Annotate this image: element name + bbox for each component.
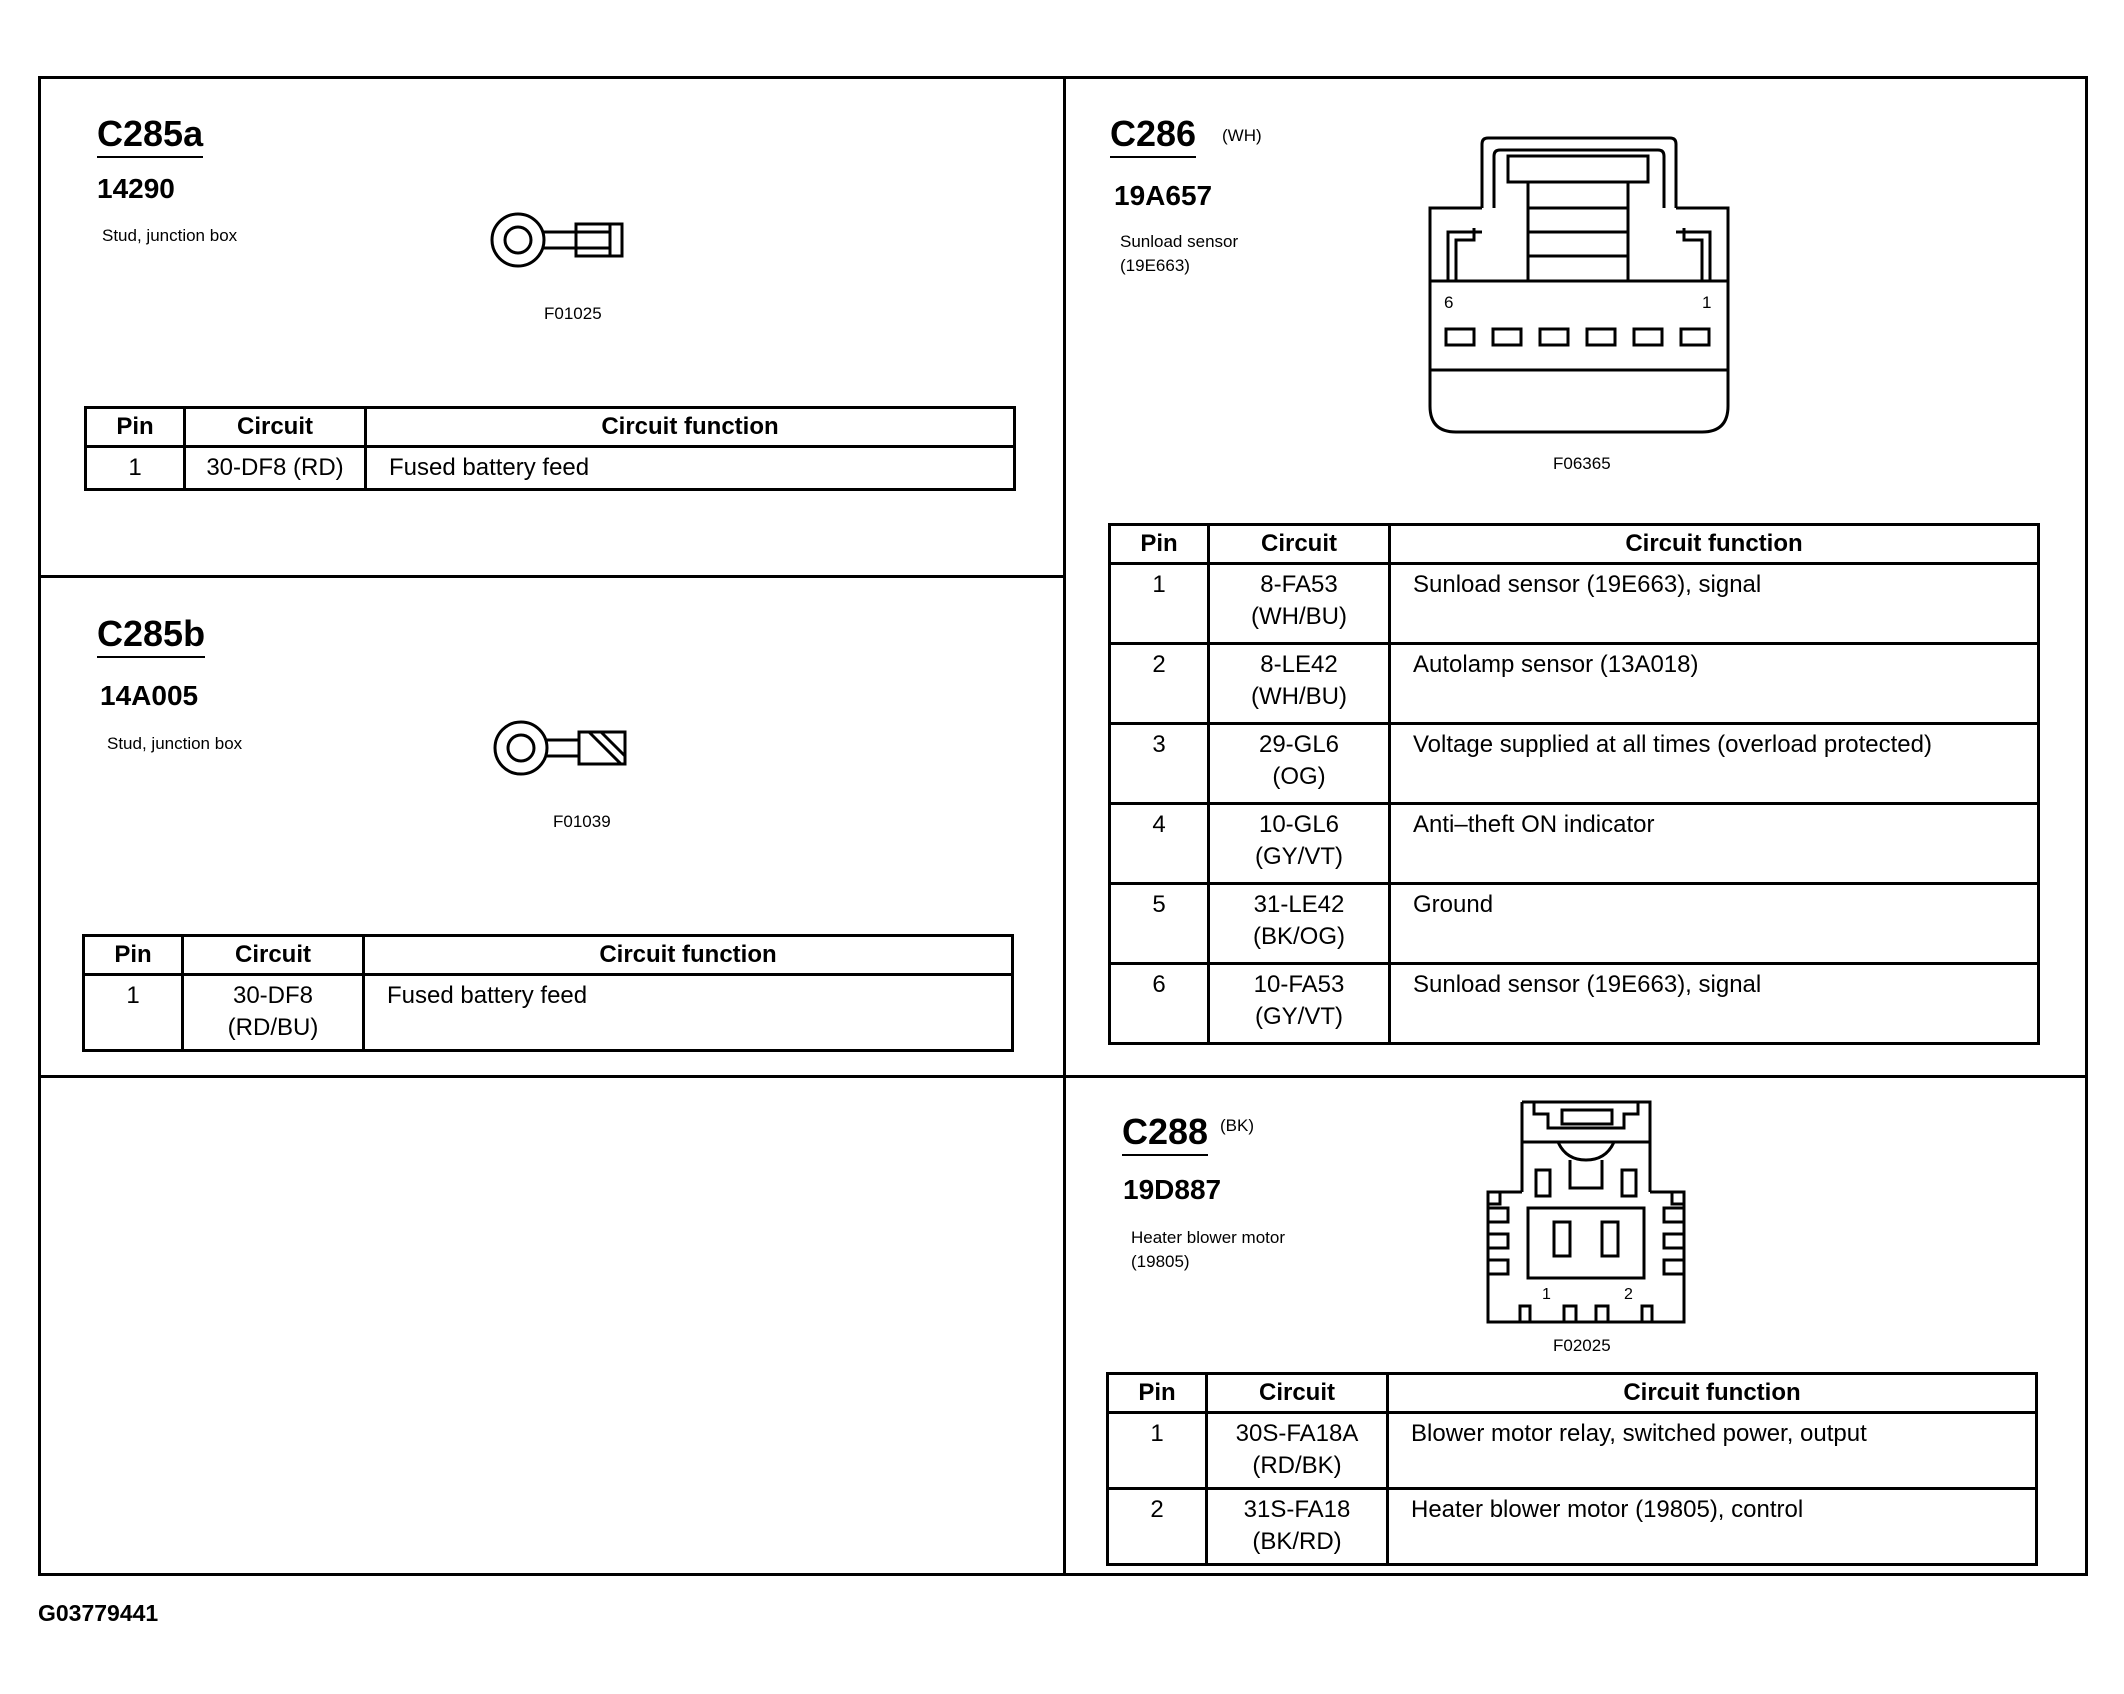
table-header-row: [1108, 1374, 2037, 1413]
function-cell: Sunload sensor (19E663), signal: [1390, 964, 2039, 1044]
pin-cell: 1: [86, 447, 185, 490]
circuit-cell: 10-FA53 (GY/VT): [1209, 964, 1390, 1044]
circuit-header: Circuit: [185, 408, 366, 447]
connector-id: C285b: [97, 616, 205, 658]
circuit-cell: 10-GL6 (GY/VT): [1209, 804, 1390, 884]
connector-description: Stud, junction box: [107, 734, 243, 753]
pin-header: Pin: [1110, 525, 1209, 564]
pin-label-right: 1: [1702, 293, 1712, 312]
connector-id: C288: [1122, 1114, 1208, 1156]
part-number: 14290: [97, 173, 175, 204]
function-cell: Sunload sensor (19E663), signal: [1390, 564, 2039, 644]
function-cell: Blower motor relay, switched power, output: [1388, 1413, 2037, 1489]
part-number: 19A657: [1114, 180, 1213, 211]
connector-face-icon: [1426, 136, 1736, 438]
part-number: 19D887: [1123, 1174, 1222, 1205]
connector-id: C285a: [97, 116, 203, 158]
footer-code: G03779441: [38, 1600, 159, 1626]
pin-table: [1108, 523, 2040, 1045]
ring-terminal-icon: [488, 210, 638, 270]
circuit-cell: 31S-FA18 (BK/RD): [1207, 1488, 1388, 1564]
pin-cell: 1: [1108, 1413, 1207, 1489]
table-row: [1110, 724, 2039, 804]
pin-cell: 6: [1110, 964, 1209, 1044]
pin-cell: 1: [84, 975, 183, 1051]
connector-description: Heater blower motor (19805): [1131, 1228, 1286, 1271]
function-cell: Autolamp sensor (13A018): [1390, 644, 2039, 724]
figure-code: F01025: [544, 304, 602, 323]
table-header-row: [84, 936, 1013, 975]
table-row: [1108, 1488, 2037, 1564]
ring-terminal-icon: [491, 718, 641, 778]
circuit-cell: 8-LE42 (WH/BU): [1209, 644, 1390, 724]
connector-description: Sunload sensor (19E663): [1120, 232, 1239, 275]
pin-label-right: 2: [1624, 1286, 1633, 1303]
table-row: [1110, 564, 2039, 644]
function-header: Circuit function: [364, 936, 1013, 975]
pin-cell: 2: [1110, 644, 1209, 724]
figure-code: F01039: [553, 812, 611, 831]
vertical-divider: [1063, 76, 1066, 1576]
pin-header: Pin: [84, 936, 183, 975]
circuit-cell: 30S-FA18A (RD/BK): [1207, 1413, 1388, 1489]
circuit-header: Circuit: [1209, 525, 1390, 564]
pin-cell: 1: [1110, 564, 1209, 644]
pin-header: Pin: [86, 408, 185, 447]
table-row: [1110, 644, 2039, 724]
divider-2: [38, 1075, 2088, 1078]
pin-cell: 2: [1108, 1488, 1207, 1564]
pin-table: [1106, 1372, 2038, 1566]
table-header-row: [1110, 525, 2039, 564]
left-divider-1: [38, 575, 1065, 578]
function-cell: Ground: [1390, 884, 2039, 964]
connector-color: (BK): [1220, 1116, 1254, 1135]
circuit-header: Circuit: [1207, 1374, 1388, 1413]
connector-id: C286: [1110, 116, 1196, 158]
circuit-cell: 30-DF8 (RD): [185, 447, 366, 490]
circuit-cell: 29-GL6 (OG): [1209, 724, 1390, 804]
figure-code: F06365: [1553, 454, 1611, 473]
function-cell: Fused battery feed: [366, 447, 1015, 490]
pin-table: [82, 934, 1014, 1052]
pin-label-left: 1: [1542, 1286, 1551, 1303]
function-cell: Voltage supplied at all times (overload protected): [1390, 724, 2039, 804]
table-row: [1110, 804, 2039, 884]
circuit-cell: 30-DF8 (RD/BU): [183, 975, 364, 1051]
function-header: Circuit function: [1388, 1374, 2037, 1413]
function-header: Circuit function: [1390, 525, 2039, 564]
function-cell: Fused battery feed: [364, 975, 1013, 1051]
table-row: [84, 975, 1013, 1051]
function-header: Circuit function: [366, 408, 1015, 447]
table-row: [1110, 964, 2039, 1044]
table-row: [1108, 1413, 2037, 1489]
figure-code: F02025: [1553, 1336, 1611, 1355]
table-row: [86, 447, 1015, 490]
pin-cell: 4: [1110, 804, 1209, 884]
pin-table: [84, 406, 1016, 491]
pin-cell: 3: [1110, 724, 1209, 804]
circuit-cell: 8-FA53 (WH/BU): [1209, 564, 1390, 644]
connector-face-icon: [1486, 1098, 1686, 1324]
pin-cell: 5: [1110, 884, 1209, 964]
table-header-row: [86, 408, 1015, 447]
connector-color: (WH): [1222, 126, 1262, 145]
connector-description: Stud, junction box: [102, 226, 238, 245]
circuit-header: Circuit: [183, 936, 364, 975]
pin-label-left: 6: [1444, 293, 1454, 312]
pin-header: Pin: [1108, 1374, 1207, 1413]
function-cell: Heater blower motor (19805), control: [1388, 1488, 2037, 1564]
table-row: [1110, 884, 2039, 964]
circuit-cell: 31-LE42 (BK/OG): [1209, 884, 1390, 964]
part-number: 14A005: [100, 680, 199, 711]
function-cell: Anti–theft ON indicator: [1390, 804, 2039, 884]
